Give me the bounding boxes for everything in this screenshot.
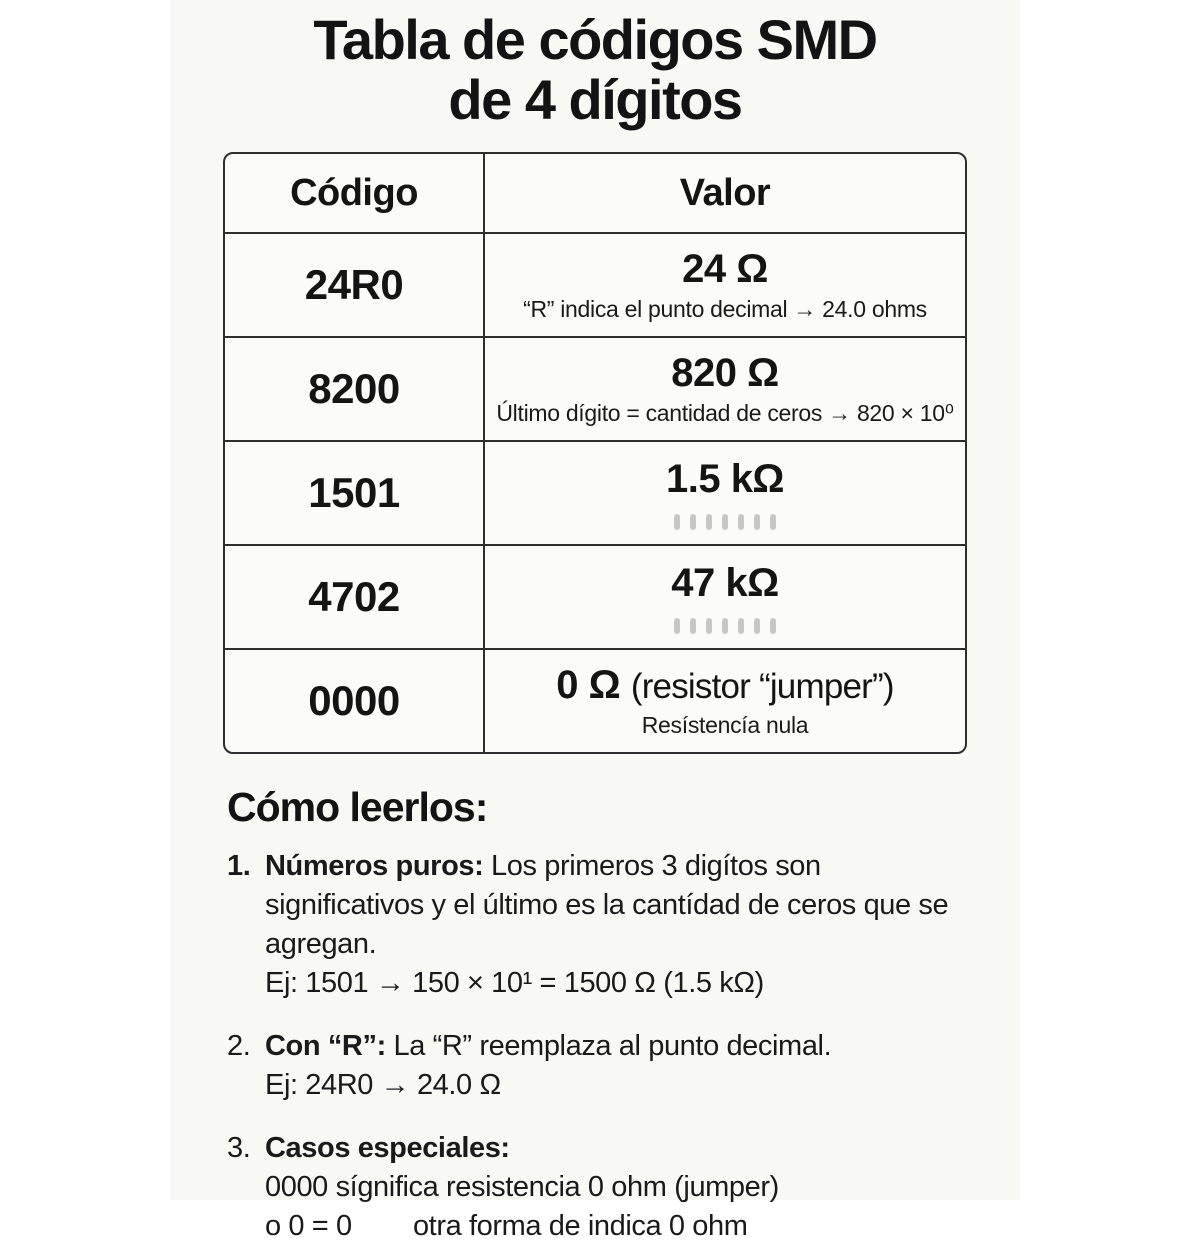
- page-title: [223, 0, 967, 130]
- dot-mark: [738, 618, 744, 634]
- table-row: [225, 544, 965, 648]
- column-header-valor: Valor: [483, 154, 965, 232]
- value-text: 820 Ω: [671, 351, 779, 395]
- dot-mark: [722, 618, 728, 634]
- item-number: 3.: [227, 1132, 251, 1164]
- item-number: 1.: [227, 850, 251, 882]
- dot-mark: [722, 514, 728, 530]
- item-text: [265, 847, 955, 1003]
- dot-mark: [706, 618, 712, 634]
- value-cell: [483, 546, 965, 648]
- value-cell: [483, 338, 965, 440]
- item-lead: Números puros:: [265, 850, 484, 882]
- item-text: [265, 1129, 955, 1246]
- value-cell: [483, 650, 965, 752]
- value-text: [556, 663, 893, 708]
- value-note: Resístencía nula: [641, 712, 809, 738]
- value-text-main: 0 Ω: [556, 663, 621, 707]
- item-paragraph: [265, 847, 955, 964]
- table-header-row: [225, 154, 965, 232]
- value-cell: [483, 234, 965, 336]
- how-to-item-3: [227, 1129, 967, 1246]
- code-cell: 4702: [308, 573, 400, 620]
- item-body: Los primeros 3 digítos son significativos y el último es la cantídad de ceros que se agregan.: [265, 850, 949, 960]
- dot-mark: [674, 618, 680, 634]
- table-row: [225, 232, 965, 336]
- dotted-marks: [674, 514, 776, 530]
- page-title-line-1: Tabla de códigos SMD: [313, 8, 877, 71]
- how-to-item-1: [227, 847, 967, 1003]
- item-example: Ej: 1501 → 150 × 10¹ = 1500 Ω (1.5 kΩ): [265, 967, 764, 999]
- dot-mark: [754, 514, 760, 530]
- dot-mark: [738, 514, 744, 530]
- infographic-card: [170, 0, 1020, 1242]
- dot-mark: [770, 514, 776, 530]
- how-to-heading: Cómo leerlos:: [227, 784, 488, 830]
- dot-mark: [690, 618, 696, 634]
- page-title-line-2: de 4 dígitos: [448, 68, 742, 131]
- value-text: 1.5 kΩ: [665, 456, 785, 501]
- item-paragraph: [265, 1027, 955, 1066]
- value-cell: [483, 442, 965, 544]
- value-text-suffix: (resistor “jumper”): [630, 667, 894, 706]
- smd-code-table: [223, 152, 967, 754]
- item-line: o 0 = 0 otra forma de indica 0 ohm: [265, 1210, 748, 1242]
- dotted-marks: [674, 618, 776, 634]
- item-text: [265, 1027, 955, 1105]
- item-body: La “R” reemplaza al punto decimal.: [393, 1030, 832, 1062]
- code-cell: 1501: [308, 469, 400, 516]
- value-text: 24 Ω: [682, 247, 768, 291]
- item-lead: Con “R”:: [265, 1030, 386, 1062]
- code-cell: 0000: [308, 677, 400, 724]
- dot-mark: [690, 514, 696, 530]
- value-note: “R” indica el punto decimal → 24.0 ohms: [523, 296, 927, 322]
- item-number: 2.: [227, 1030, 251, 1062]
- value-text: 47 kΩ: [671, 560, 779, 605]
- item-example: Ej: 24R0 → 24.0 Ω: [265, 1069, 501, 1101]
- dot-mark: [770, 618, 776, 634]
- dot-mark: [754, 618, 760, 634]
- item-line: 0000 sígnifica resistencia 0 ohm (jumper): [265, 1171, 779, 1203]
- table-row: [225, 648, 965, 752]
- code-cell: 24R0: [304, 261, 404, 308]
- dot-mark: [674, 514, 680, 530]
- item-paragraph: [265, 1129, 955, 1168]
- code-cell: 8200: [308, 365, 400, 412]
- table-row: [225, 440, 965, 544]
- table-row: [225, 336, 965, 440]
- column-header-codigo: Código: [290, 171, 418, 214]
- item-lead: Casos especiales:: [265, 1132, 510, 1164]
- how-to-item-2: [227, 1027, 967, 1105]
- value-note: Último dígito = cantidad de ceros → 820 × 10⁰: [496, 400, 954, 426]
- dot-mark: [706, 514, 712, 530]
